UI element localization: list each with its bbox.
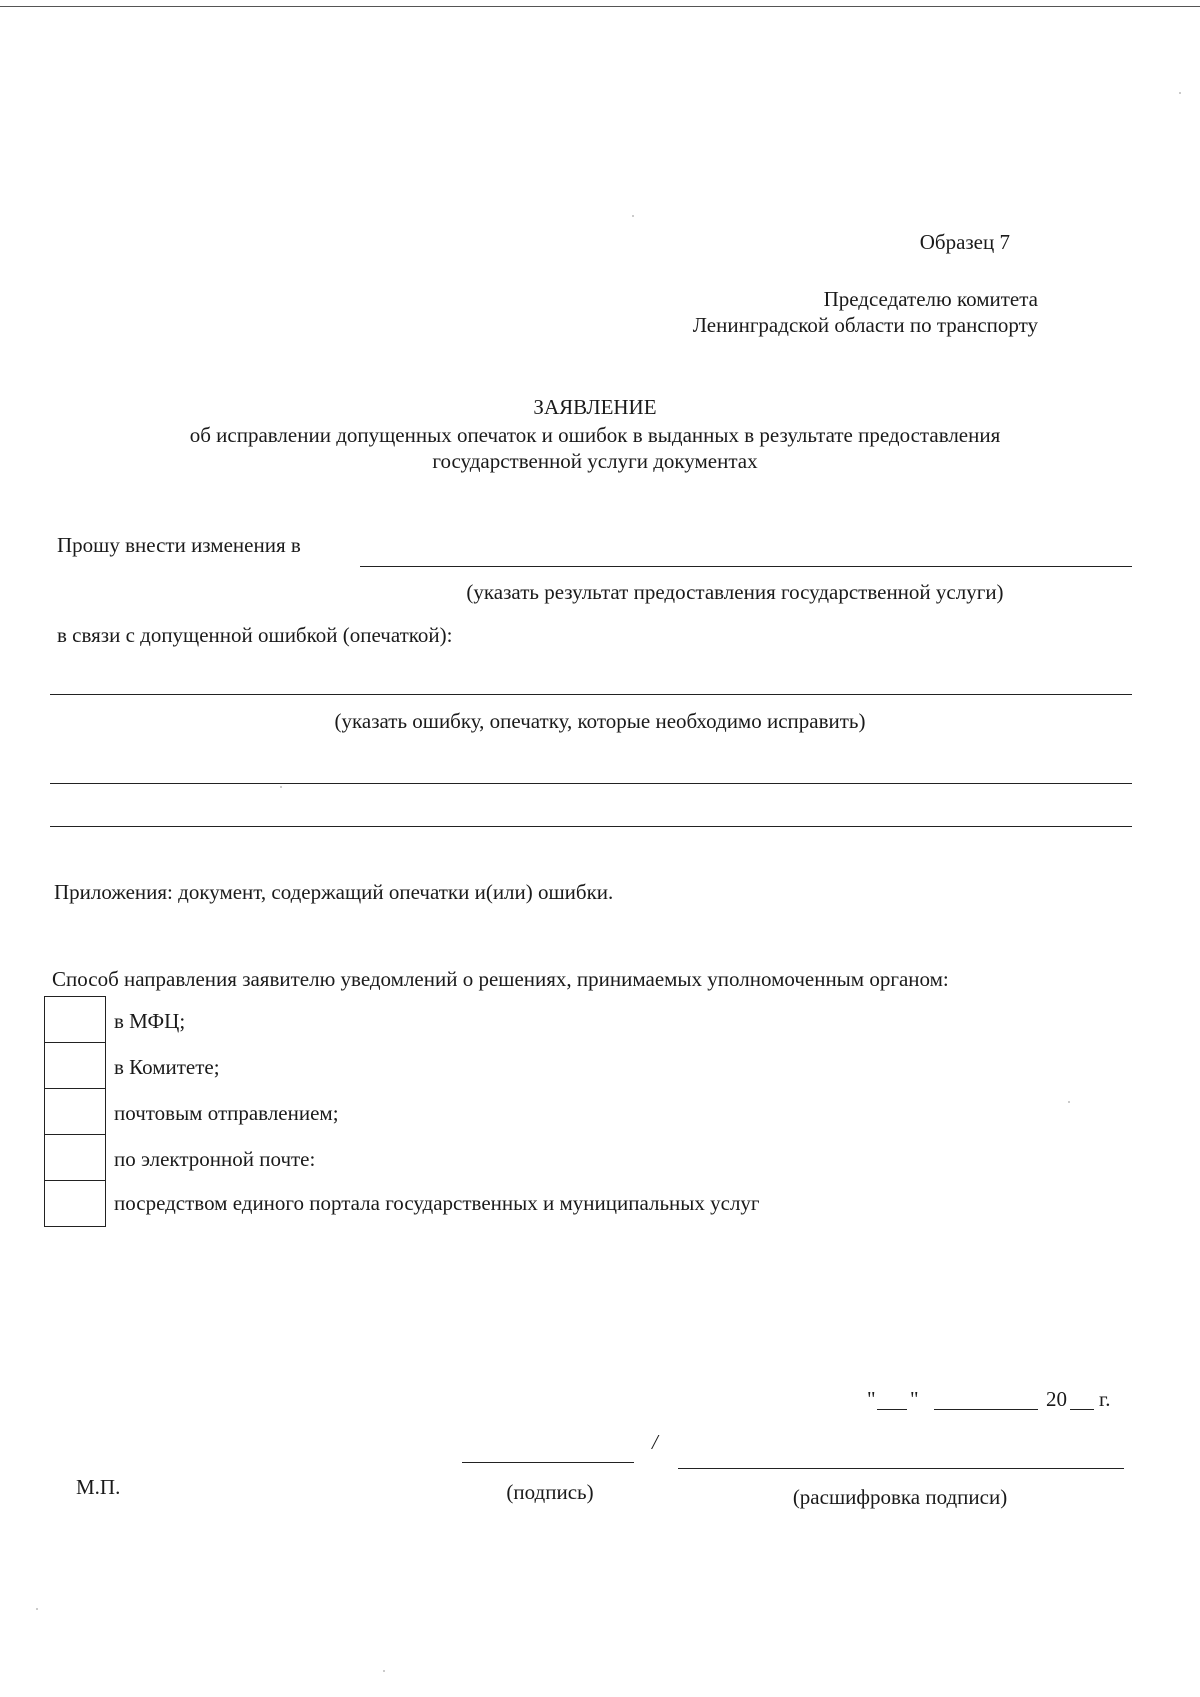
checkbox-committee[interactable] — [44, 1042, 106, 1089]
signature-decoding-field[interactable] — [678, 1468, 1124, 1469]
error-hint: (указать ошибку, опечатку, которые необходимо исправить) — [334, 709, 866, 733]
attachments-text: Приложения: документ, содержащий опечатки и(или) ошибки. — [54, 880, 614, 904]
error-label: в связи с допущенной ошибкой (опечаткой): — [57, 623, 453, 647]
error-field[interactable] — [50, 694, 1132, 695]
option-post-label: почтовым отправлением; — [114, 1101, 339, 1125]
stamp-label: М.П. — [76, 1475, 121, 1499]
signature-decoding-hint: (расшифровка подписи) — [792, 1485, 1008, 1509]
sample-label: Образец 7 — [919, 230, 1010, 254]
addressee-line-2: Ленинградской области по транспорту — [692, 313, 1038, 337]
checkbox-portal[interactable] — [44, 1180, 106, 1227]
option-portal-label: посредством единого портала государственных и муниципальных услуг — [114, 1191, 760, 1215]
scan-speck — [1068, 1101, 1070, 1103]
checkbox-email[interactable] — [44, 1134, 106, 1181]
request-label: Прошу внести изменения в — [57, 533, 301, 557]
date-quote-open: " — [867, 1387, 876, 1411]
date-month-field[interactable] — [934, 1409, 1038, 1410]
date-day-field[interactable] — [877, 1409, 907, 1410]
option-email-label: по электронной почте: — [114, 1147, 316, 1171]
scan-speck — [632, 215, 634, 217]
date-year-prefix: 20 — [1046, 1387, 1067, 1411]
request-result-field[interactable] — [360, 566, 1132, 567]
checkbox-mfc[interactable] — [44, 996, 106, 1043]
option-committee-label: в Комитете; — [114, 1055, 220, 1079]
date-quote-close: " — [910, 1387, 919, 1411]
option-mfc-label: в МФЦ; — [114, 1009, 186, 1033]
checkbox-post[interactable] — [44, 1088, 106, 1135]
addressee-line-1: Председателю комитета — [823, 287, 1038, 311]
scan-top-edge — [0, 6, 1200, 7]
date-year-field[interactable] — [1070, 1409, 1094, 1410]
request-result-hint: (указать результат предоставления государственной услуги) — [466, 580, 1004, 604]
signature-hint: (подпись) — [506, 1480, 594, 1504]
signature-field[interactable] — [462, 1462, 634, 1463]
scan-speck — [36, 1608, 38, 1610]
document-heading: ЗАЯВЛЕНИЕ — [533, 395, 657, 419]
notification-label: Способ направления заявителю уведомлений о решениях, принимаемых уполномоченным органом: — [52, 967, 949, 991]
error-field-line-3[interactable] — [50, 826, 1132, 827]
scan-speck — [383, 1670, 385, 1672]
document-subtitle-line-2: государственной услуги документах — [432, 449, 758, 473]
signature-slash: / — [652, 1430, 658, 1454]
date-year-suffix: г. — [1099, 1387, 1111, 1411]
scan-speck — [1179, 92, 1181, 94]
error-field-line-2[interactable] — [50, 783, 1132, 784]
scan-speck — [280, 786, 282, 788]
document-subtitle-line-1: об исправлении допущенных опечаток и ошибок в выданных в результате предоставления — [189, 423, 1001, 447]
